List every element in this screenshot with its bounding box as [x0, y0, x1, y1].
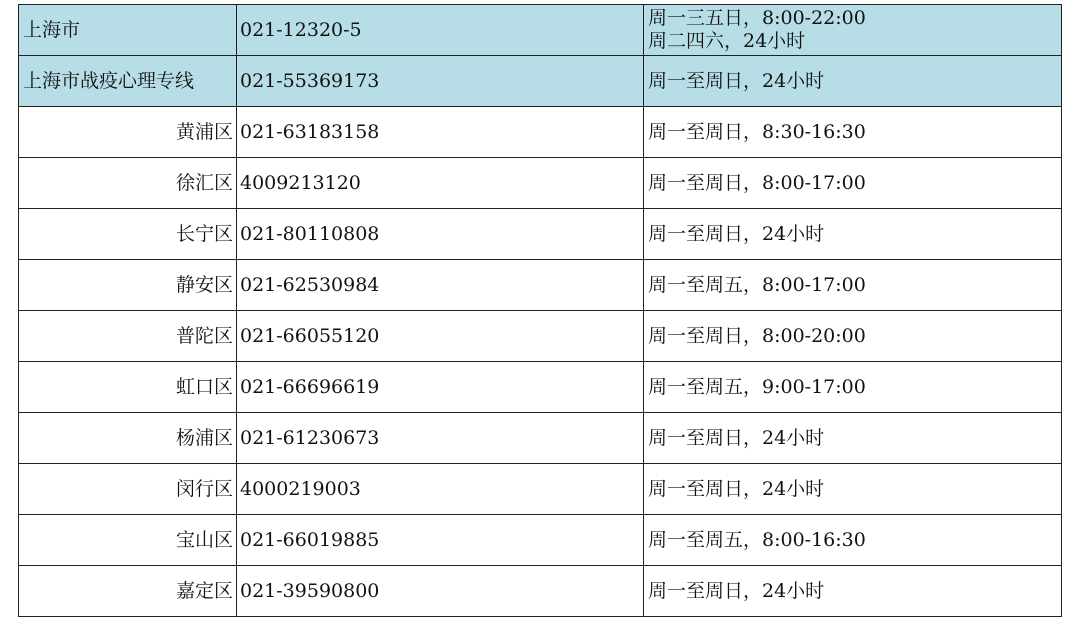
district-name-cell: 闵行区	[19, 464, 237, 515]
phone-number-cell: 4000219003	[237, 464, 644, 515]
service-hours-cell	[644, 566, 1062, 617]
service-hours-cell	[644, 5, 1062, 56]
service-hours-cell	[644, 107, 1062, 158]
table-row	[19, 413, 1062, 464]
service-hours-line: 周一三五日，8:00-22:00	[648, 7, 866, 29]
table-row	[19, 515, 1062, 566]
hotline-table	[18, 4, 1062, 617]
service-hours-line: 周一至周五，8:00-17:00	[648, 273, 866, 296]
district-name-cell: 黄浦区	[19, 107, 237, 158]
table-row	[19, 362, 1062, 413]
service-hours-line: 周一至周日，8:00-20:00	[648, 324, 866, 347]
service-hours-cell	[644, 56, 1062, 107]
service-hours-cell	[644, 311, 1062, 362]
phone-number-cell: 021-66055120	[237, 311, 644, 362]
district-name-cell: 上海市	[19, 5, 237, 56]
service-hours-cell	[644, 362, 1062, 413]
phone-number-cell: 021-55369173	[237, 56, 644, 107]
table-row	[19, 209, 1062, 260]
phone-number-cell: 021-66019885	[237, 515, 644, 566]
table-row	[19, 464, 1062, 515]
phone-number-cell: 021-61230673	[237, 413, 644, 464]
table-row	[19, 107, 1062, 158]
service-hours-line: 周一至周日，24小时	[648, 69, 825, 92]
phone-number-cell: 021-63183158	[237, 107, 644, 158]
service-hours-line: 周一至周日，24小时	[648, 426, 825, 449]
district-name-cell: 杨浦区	[19, 413, 237, 464]
phone-number-cell: 021-80110808	[237, 209, 644, 260]
service-hours-cell	[644, 158, 1062, 209]
district-name-cell: 虹口区	[19, 362, 237, 413]
phone-number-cell: 021-62530984	[237, 260, 644, 311]
table-row	[19, 56, 1062, 107]
service-hours-line: 周二四六，24小时	[648, 30, 806, 52]
service-hours-cell	[644, 209, 1062, 260]
district-name-cell: 徐汇区	[19, 158, 237, 209]
phone-number-cell: 4009213120	[237, 158, 644, 209]
service-hours-line: 周一至周日，24小时	[648, 477, 825, 500]
hotline-table-body	[19, 5, 1062, 617]
district-name-cell: 嘉定区	[19, 566, 237, 617]
table-row	[19, 158, 1062, 209]
table-row	[19, 5, 1062, 56]
phone-number-cell: 021-66696619	[237, 362, 644, 413]
table-row	[19, 260, 1062, 311]
service-hours-line: 周一至周五，9:00-17:00	[648, 375, 866, 398]
service-hours-line: 周一至周五，8:00-16:30	[648, 528, 866, 551]
service-hours-line: 周一至周日，24小时	[648, 579, 825, 602]
table-row	[19, 311, 1062, 362]
district-name-cell: 上海市战疫心理专线	[19, 56, 237, 107]
district-name-cell: 宝山区	[19, 515, 237, 566]
service-hours-line: 周一至周日，24小时	[648, 222, 825, 245]
district-name-cell: 普陀区	[19, 311, 237, 362]
service-hours-cell	[644, 464, 1062, 515]
district-name-cell: 静安区	[19, 260, 237, 311]
district-name-cell: 长宁区	[19, 209, 237, 260]
phone-number-cell: 021-12320-5	[237, 5, 644, 56]
service-hours-line: 周一至周日，8:30-16:30	[648, 120, 866, 143]
service-hours-line: 周一至周日，8:00-17:00	[648, 171, 866, 194]
service-hours-cell	[644, 260, 1062, 311]
phone-number-cell: 021-39590800	[237, 566, 644, 617]
table-row	[19, 566, 1062, 617]
service-hours-cell	[644, 413, 1062, 464]
service-hours-cell	[644, 515, 1062, 566]
